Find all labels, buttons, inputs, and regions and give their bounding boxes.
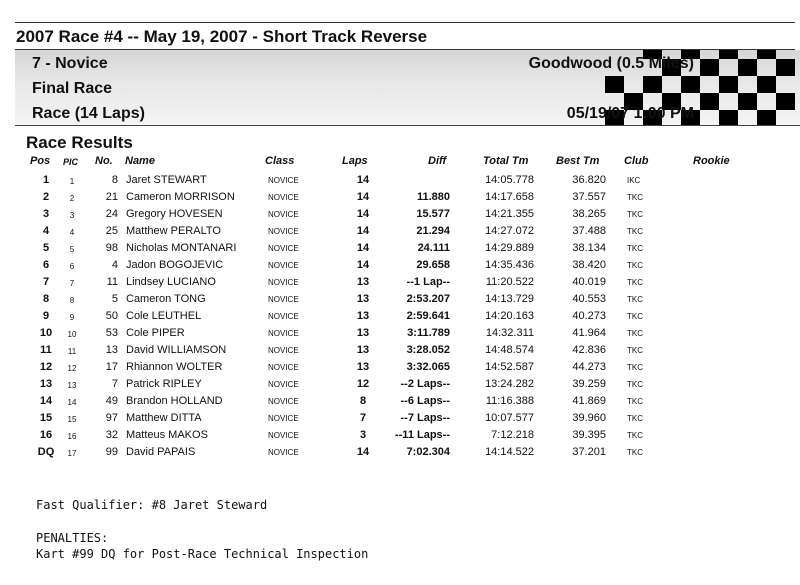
cell-total-tm: 14:21.355	[485, 208, 534, 220]
cell-pic: 17	[67, 449, 77, 458]
cell-pic: 10	[67, 330, 77, 339]
cell-best-tm: 37.557	[572, 191, 606, 203]
cell-club: TKC	[627, 448, 643, 457]
cell-pos: 6	[42, 259, 50, 271]
cell-pos: 11	[40, 344, 52, 356]
cell-pic: 16	[67, 432, 77, 441]
cell-laps: 14	[356, 225, 370, 237]
cell-total-tm: 7:12.218	[491, 429, 534, 441]
cell-class: NOVICE	[268, 329, 299, 338]
section-title: Race Results	[26, 133, 133, 152]
cell-laps: 14	[356, 174, 370, 186]
cell-pic: 11	[67, 347, 77, 356]
cell-pic: 7	[69, 279, 75, 288]
cell-total-tm: 14:48.574	[485, 344, 534, 356]
cell-club: TKC	[627, 329, 643, 338]
cell-class: NOVICE	[268, 346, 299, 355]
cell-club: TKC	[627, 363, 643, 372]
cell-class: NOVICE	[268, 431, 299, 440]
cell-best-tm: 42.836	[572, 344, 606, 356]
cell-diff: 3:11.789	[407, 327, 450, 339]
cell-pic: 13	[67, 381, 77, 390]
cell-diff: 3:32.065	[406, 361, 450, 373]
fast-qualifier-note: Fast Qualifier: #8 Jaret Steward	[36, 498, 268, 512]
table-row	[0, 343, 800, 360]
cell-pos: 4	[42, 225, 50, 237]
cell-laps: 14	[356, 208, 370, 220]
cell-name: Jadon BOGOJEVIC	[126, 259, 224, 271]
cell-class: NOVICE	[268, 278, 299, 287]
cell-name: Patrick RIPLEY	[126, 378, 202, 390]
cell-diff: --11 Laps--	[394, 429, 450, 441]
class-label: 7 - Novice	[32, 55, 108, 72]
cell-class: NOVICE	[268, 295, 299, 304]
table-row	[0, 173, 800, 190]
cell-club: TKC	[627, 397, 643, 406]
cell-total-tm: 10:07.577	[485, 412, 534, 424]
col-header-no: No.	[95, 155, 113, 167]
table-row	[0, 275, 800, 292]
col-header-class: Class	[265, 155, 295, 167]
table-row	[0, 445, 800, 462]
cell-club: TKC	[627, 380, 643, 389]
cell-pos: 13	[39, 378, 53, 390]
cell-class: NOVICE	[268, 414, 299, 423]
cell-name: Cole LEUTHEL	[126, 310, 202, 322]
cell-name: Nicholas MONTANARI	[126, 242, 237, 254]
table-row	[0, 224, 800, 241]
cell-best-tm: 37.201	[572, 446, 606, 458]
col-header-total-tm: Total Tm	[483, 155, 529, 167]
cell-pic: 8	[69, 296, 75, 305]
cell-best-tm: 38.134	[572, 242, 606, 254]
cell-class: NOVICE	[268, 363, 299, 372]
col-header-pos: Pos	[30, 155, 51, 167]
cell-pos: 16	[39, 429, 53, 441]
cell-name: Brandon HOLLAND	[126, 395, 223, 407]
cell-no: 99	[105, 446, 118, 458]
cell-class: NOVICE	[268, 261, 299, 270]
cell-name: Matthew DITTA	[126, 412, 202, 424]
race-detail: Race (14 Laps)	[32, 105, 145, 122]
cell-no: 98	[105, 242, 118, 254]
cell-laps: 8	[359, 395, 367, 407]
cell-best-tm: 40.553	[572, 293, 606, 305]
cell-name: Rhiannon WOLTER	[126, 361, 223, 373]
cell-no: 7	[111, 378, 118, 390]
cell-no: 11	[106, 276, 118, 288]
cell-class: NOVICE	[268, 227, 299, 236]
cell-laps: 12	[356, 378, 370, 390]
cell-name: Lindsey LUCIANO	[126, 276, 216, 288]
cell-no: 13	[105, 344, 118, 356]
cell-club: TKC	[627, 210, 643, 219]
cell-best-tm: 41.869	[572, 395, 606, 407]
cell-name: David WILLIAMSON	[126, 344, 227, 356]
cell-pic: 4	[69, 228, 75, 237]
cell-best-tm: 41.964	[572, 327, 606, 339]
cell-no: 25	[105, 225, 118, 237]
cell-class: NOVICE	[268, 397, 299, 406]
cell-total-tm: 11:20.522	[485, 276, 534, 288]
col-header-name: Name	[125, 155, 155, 167]
table-row	[0, 360, 800, 377]
cell-club: TKC	[627, 295, 643, 304]
cell-best-tm: 39.960	[572, 412, 606, 424]
cell-no: 97	[105, 412, 118, 424]
cell-club: TKC	[627, 244, 643, 253]
top-rule	[15, 22, 795, 23]
cell-pic: 14	[67, 398, 77, 407]
cell-pos: 15	[39, 412, 53, 424]
cell-no: 49	[105, 395, 118, 407]
cell-class: NOVICE	[268, 448, 299, 457]
cell-no: 4	[111, 259, 118, 271]
cell-laps: 14	[356, 446, 370, 458]
cell-diff: --1 Lap--	[406, 276, 450, 288]
col-header-diff: Diff	[428, 155, 447, 167]
col-header-best-tm: Best Tm	[556, 155, 600, 167]
cell-best-tm: 38.265	[572, 208, 606, 220]
cell-laps: 13	[356, 344, 370, 356]
cell-no: 21	[105, 191, 118, 203]
cell-class: NOVICE	[268, 210, 299, 219]
cell-no: 32	[105, 429, 118, 441]
cell-class: NOVICE	[268, 244, 299, 253]
cell-pos: 2	[42, 191, 50, 203]
cell-best-tm: 36.820	[572, 174, 606, 186]
cell-total-tm: 13:24.282	[485, 378, 534, 390]
track-name: Goodwood (0.5 Miles)	[528, 55, 694, 72]
cell-best-tm: 39.259	[572, 378, 606, 390]
cell-diff: 3:28.052	[406, 344, 450, 356]
race-banner	[15, 50, 800, 126]
cell-name: Cameron MORRISON	[126, 191, 235, 203]
cell-no: 24	[105, 208, 118, 220]
cell-diff: 21.294	[416, 225, 450, 237]
cell-pic: 9	[69, 313, 75, 322]
cell-club: TKC	[627, 278, 643, 287]
table-row	[0, 207, 800, 224]
cell-diff: --6 Laps--	[400, 395, 450, 407]
cell-pic: 3	[69, 211, 75, 220]
cell-laps: 14	[356, 259, 370, 271]
cell-best-tm: 38.420	[572, 259, 606, 271]
table-row	[0, 258, 800, 275]
cell-laps: 3	[359, 429, 367, 441]
cell-laps: 13	[356, 327, 370, 339]
cell-best-tm: 39.395	[572, 429, 606, 441]
cell-pos: 1	[42, 174, 50, 186]
cell-diff: --7 Laps--	[400, 412, 450, 424]
cell-pos: 8	[42, 293, 50, 305]
cell-laps: 7	[359, 412, 367, 424]
cell-class: NOVICE	[268, 193, 299, 202]
cell-diff: 29.658	[416, 259, 450, 271]
cell-name: David PAPAIS	[126, 446, 196, 458]
col-header-pic: PIC	[63, 157, 79, 167]
cell-club: TKC	[627, 346, 643, 355]
cell-laps: 13	[356, 310, 370, 322]
cell-total-tm: 14:17.658	[485, 191, 534, 203]
cell-diff: 2:53.207	[406, 293, 450, 305]
cell-total-tm: 14:52.587	[485, 361, 534, 373]
cell-name: Gregory HOVESEN	[126, 208, 223, 220]
cell-best-tm: 44.273	[572, 361, 606, 373]
cell-diff: 15.577	[416, 208, 450, 220]
col-header-laps: Laps	[342, 155, 368, 167]
table-row	[0, 309, 800, 326]
cell-class: NOVICE	[268, 312, 299, 321]
cell-laps: 13	[356, 361, 370, 373]
table-row	[0, 394, 800, 411]
col-header-rookie: Rookie	[693, 155, 730, 167]
cell-club: TKC	[627, 261, 643, 270]
table-row	[0, 411, 800, 428]
cell-total-tm: 14:20.163	[485, 310, 534, 322]
penalties-title: PENALTIES:	[36, 531, 109, 545]
cell-laps: 14	[356, 191, 370, 203]
cell-laps: 13	[356, 276, 370, 288]
cell-no: 8	[111, 174, 118, 186]
table-row	[0, 377, 800, 394]
table-row	[0, 190, 800, 207]
cell-no: 53	[105, 327, 118, 339]
cell-club: TKC	[627, 431, 643, 440]
cell-club: TKC	[627, 227, 643, 236]
cell-total-tm: 14:05.778	[485, 174, 534, 186]
cell-no: 5	[111, 293, 118, 305]
cell-diff: 24.111	[417, 242, 450, 254]
cell-total-tm: 14:27.072	[485, 225, 534, 237]
cell-name: Cameron TONG	[126, 293, 206, 305]
cell-pic: 15	[67, 415, 77, 424]
cell-pic: 6	[69, 262, 75, 271]
cell-pos: 9	[42, 310, 50, 322]
cell-total-tm: 14:29.889	[485, 242, 534, 254]
cell-pic: 12	[67, 364, 77, 373]
page-title: 2007 Race #4 -- May 19, 2007 - Short Track Reverse	[16, 27, 428, 46]
cell-best-tm: 37.488	[572, 225, 606, 237]
cell-club: TKC	[627, 193, 643, 202]
cell-total-tm: 11:16.388	[485, 395, 534, 407]
cell-club: TKC	[627, 414, 643, 423]
cell-diff: 11.880	[416, 191, 450, 203]
cell-laps: 14	[356, 242, 370, 254]
cell-total-tm: 14:35.436	[485, 259, 534, 271]
penalty-note: Kart #99 DQ for Post-Race Technical Inspection	[36, 547, 369, 561]
table-row	[0, 428, 800, 445]
cell-name: Matteus MAKOS	[126, 429, 208, 441]
race-date-time: 05/19/07 1:00 PM	[566, 105, 694, 122]
cell-class: NOVICE	[268, 176, 299, 185]
cell-total-tm: 14:14.522	[485, 446, 534, 458]
table-row	[0, 292, 800, 309]
cell-best-tm: 40.019	[572, 276, 606, 288]
cell-laps: 13	[356, 293, 370, 305]
cell-pos: 12	[39, 361, 53, 373]
cell-pic: 5	[69, 245, 75, 254]
col-header-club: Club	[624, 155, 649, 167]
cell-name: Matthew PERALTO	[126, 225, 221, 237]
table-row	[0, 241, 800, 258]
cell-name: Jaret STEWART	[126, 174, 207, 186]
cell-best-tm: 40.273	[572, 310, 606, 322]
cell-pic: 1	[69, 177, 75, 186]
cell-name: Cole PIPER	[126, 327, 185, 339]
cell-pic: 2	[69, 194, 75, 203]
cell-pos: 14	[39, 395, 53, 407]
cell-pos: 7	[42, 276, 50, 288]
race-type: Final Race	[32, 80, 113, 97]
cell-pos: DQ	[37, 446, 55, 458]
cell-club: TKC	[627, 312, 643, 321]
cell-no: 17	[105, 361, 118, 373]
cell-total-tm: 14:13.729	[485, 293, 534, 305]
cell-pos: 5	[42, 242, 50, 254]
cell-no: 50	[105, 310, 118, 322]
cell-diff: --2 Laps--	[400, 378, 450, 390]
cell-pos: 3	[42, 208, 50, 220]
cell-diff: 2:59.641	[406, 310, 450, 322]
cell-diff: 7:02.304	[406, 446, 450, 458]
cell-class: NOVICE	[268, 380, 299, 389]
cell-pos: 10	[39, 327, 53, 339]
cell-club: IKC	[627, 176, 641, 185]
table-row	[0, 326, 800, 343]
cell-total-tm: 14:32.311	[485, 327, 534, 339]
